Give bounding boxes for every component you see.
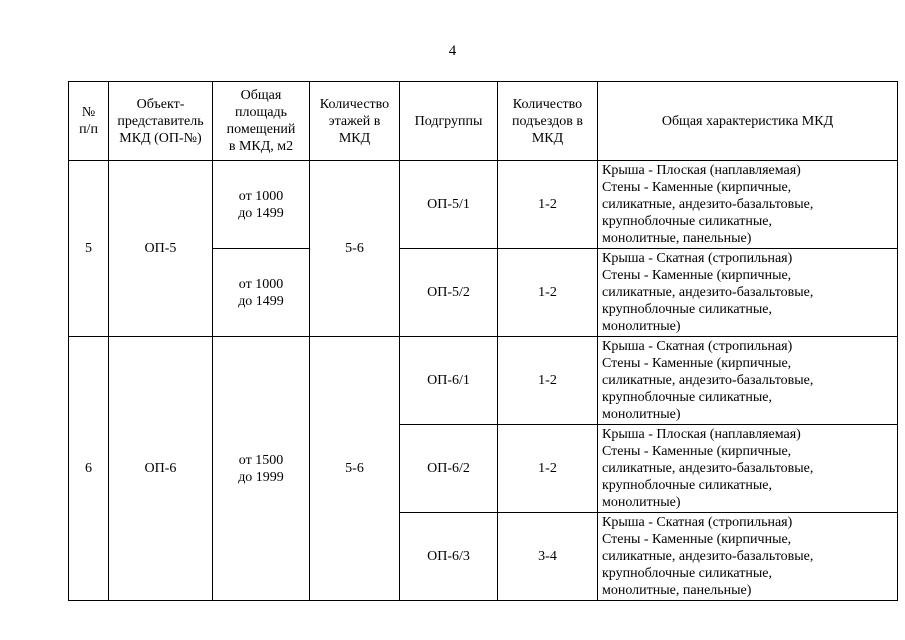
cell-floors: 5-6	[310, 337, 400, 601]
cell-line: от 1500	[238, 452, 284, 468]
cell-line: Стены - Каменные (кирпичные,	[602, 180, 792, 195]
header-characteristic	[598, 82, 898, 161]
cell-line: этажей в	[328, 113, 381, 129]
header-num	[69, 82, 109, 161]
table-row-op-6-1	[69, 337, 898, 425]
cell-line: крупноблочные силикатные,	[602, 302, 773, 317]
cell-line: крупноблочные силикатные,	[602, 566, 773, 581]
cell-line: в МКД, м2	[228, 139, 294, 154]
cell-line: монолитные)	[602, 495, 681, 510]
cell-characteristic	[598, 249, 898, 337]
cell-entrances: 3-4	[498, 513, 598, 601]
cell-line: до 1499	[238, 293, 284, 309]
cell-line: МКД	[531, 130, 564, 146]
cell-line: силикатные, андезито-базальтовые,	[602, 197, 814, 212]
cell-characteristic	[598, 161, 898, 249]
cell-line: п/п	[79, 122, 98, 137]
cell-area	[213, 249, 310, 337]
cell-entrances: 1-2	[498, 425, 598, 513]
cell-entrances: 1-2	[498, 161, 598, 249]
cell-characteristic	[598, 513, 898, 601]
cell-subgroup: ОП-5/2	[400, 249, 498, 337]
cell-subgroup: ОП-6/1	[400, 337, 498, 425]
header-entrances	[498, 82, 598, 161]
cell-num: 5	[69, 161, 109, 337]
cell-line: от 1000	[238, 188, 284, 204]
cell-line: Подгруппы	[414, 113, 483, 129]
cell-floors: 5-6	[310, 161, 400, 337]
header-row	[69, 82, 898, 161]
cell-line: от 1000	[238, 276, 284, 292]
header-subgroups	[400, 82, 498, 161]
cell-line: силикатные, андезито-базальтовые,	[602, 285, 814, 300]
cell-subgroup: ОП-6/2	[400, 425, 498, 513]
cell-line: Стены - Каменные (кирпичные,	[602, 444, 792, 459]
cell-line: площадь	[235, 105, 287, 120]
cell-characteristic	[598, 425, 898, 513]
cell-line: Крыша - Скатная (стропильная)	[602, 251, 793, 266]
cell-line: до 1999	[238, 469, 284, 485]
cell-line: монолитные, панельные)	[602, 231, 752, 246]
table-row-op-5-1	[69, 161, 898, 249]
cell-line: крупноблочные силикатные,	[602, 214, 773, 229]
cell-subgroup: ОП-5/1	[400, 161, 498, 249]
mkd-table	[68, 81, 898, 601]
cell-object: ОП-6	[109, 337, 213, 601]
header-area	[213, 82, 310, 161]
cell-line: Стены - Каменные (кирпичные,	[602, 268, 792, 283]
cell-line: Общая	[240, 88, 282, 103]
cell-line: Крыша - Плоская (наплавляемая)	[602, 427, 801, 442]
cell-line: Крыша - Скатная (стропильная)	[602, 515, 793, 530]
cell-line: силикатные, андезито-базальтовые,	[602, 373, 814, 388]
cell-line: Стены - Каменные (кирпичные,	[602, 356, 792, 371]
cell-line: МКД (ОП-№)	[119, 130, 202, 146]
cell-line: Количество	[319, 96, 390, 112]
cell-num: 6	[69, 337, 109, 601]
cell-area	[213, 161, 310, 249]
header-floors	[310, 82, 400, 161]
cell-line: Объект-	[136, 96, 185, 112]
cell-line: подъездов в	[512, 113, 583, 129]
cell-line: крупноблочные силикатные,	[602, 478, 773, 493]
cell-line: Количество	[512, 96, 583, 112]
cell-line: Общая характеристика МКД	[661, 113, 834, 129]
cell-line: Крыша - Скатная (стропильная)	[602, 339, 793, 354]
cell-entrances: 1-2	[498, 337, 598, 425]
cell-line: помещений	[226, 122, 296, 137]
cell-line: МКД	[338, 130, 371, 146]
cell-line: монолитные)	[602, 407, 681, 422]
cell-line: Стены - Каменные (кирпичные,	[602, 532, 792, 547]
cell-object: ОП-5	[109, 161, 213, 337]
cell-line: монолитные, панельные)	[602, 583, 752, 598]
cell-subgroup: ОП-6/3	[400, 513, 498, 601]
cell-line: крупноблочные силикатные,	[602, 390, 773, 405]
cell-line: представитель	[117, 113, 204, 129]
page-number: 4	[448, 43, 457, 59]
cell-line: №	[81, 105, 96, 120]
cell-line: монолитные)	[602, 319, 681, 334]
cell-characteristic	[598, 337, 898, 425]
cell-line: до 1499	[238, 205, 284, 221]
cell-line: Крыша - Плоская (наплавляемая)	[602, 163, 801, 178]
header-object	[109, 82, 213, 161]
cell-line: силикатные, андезито-базальтовые,	[602, 549, 814, 564]
cell-area	[213, 337, 310, 601]
cell-line: силикатные, андезито-базальтовые,	[602, 461, 814, 476]
cell-entrances: 1-2	[498, 249, 598, 337]
